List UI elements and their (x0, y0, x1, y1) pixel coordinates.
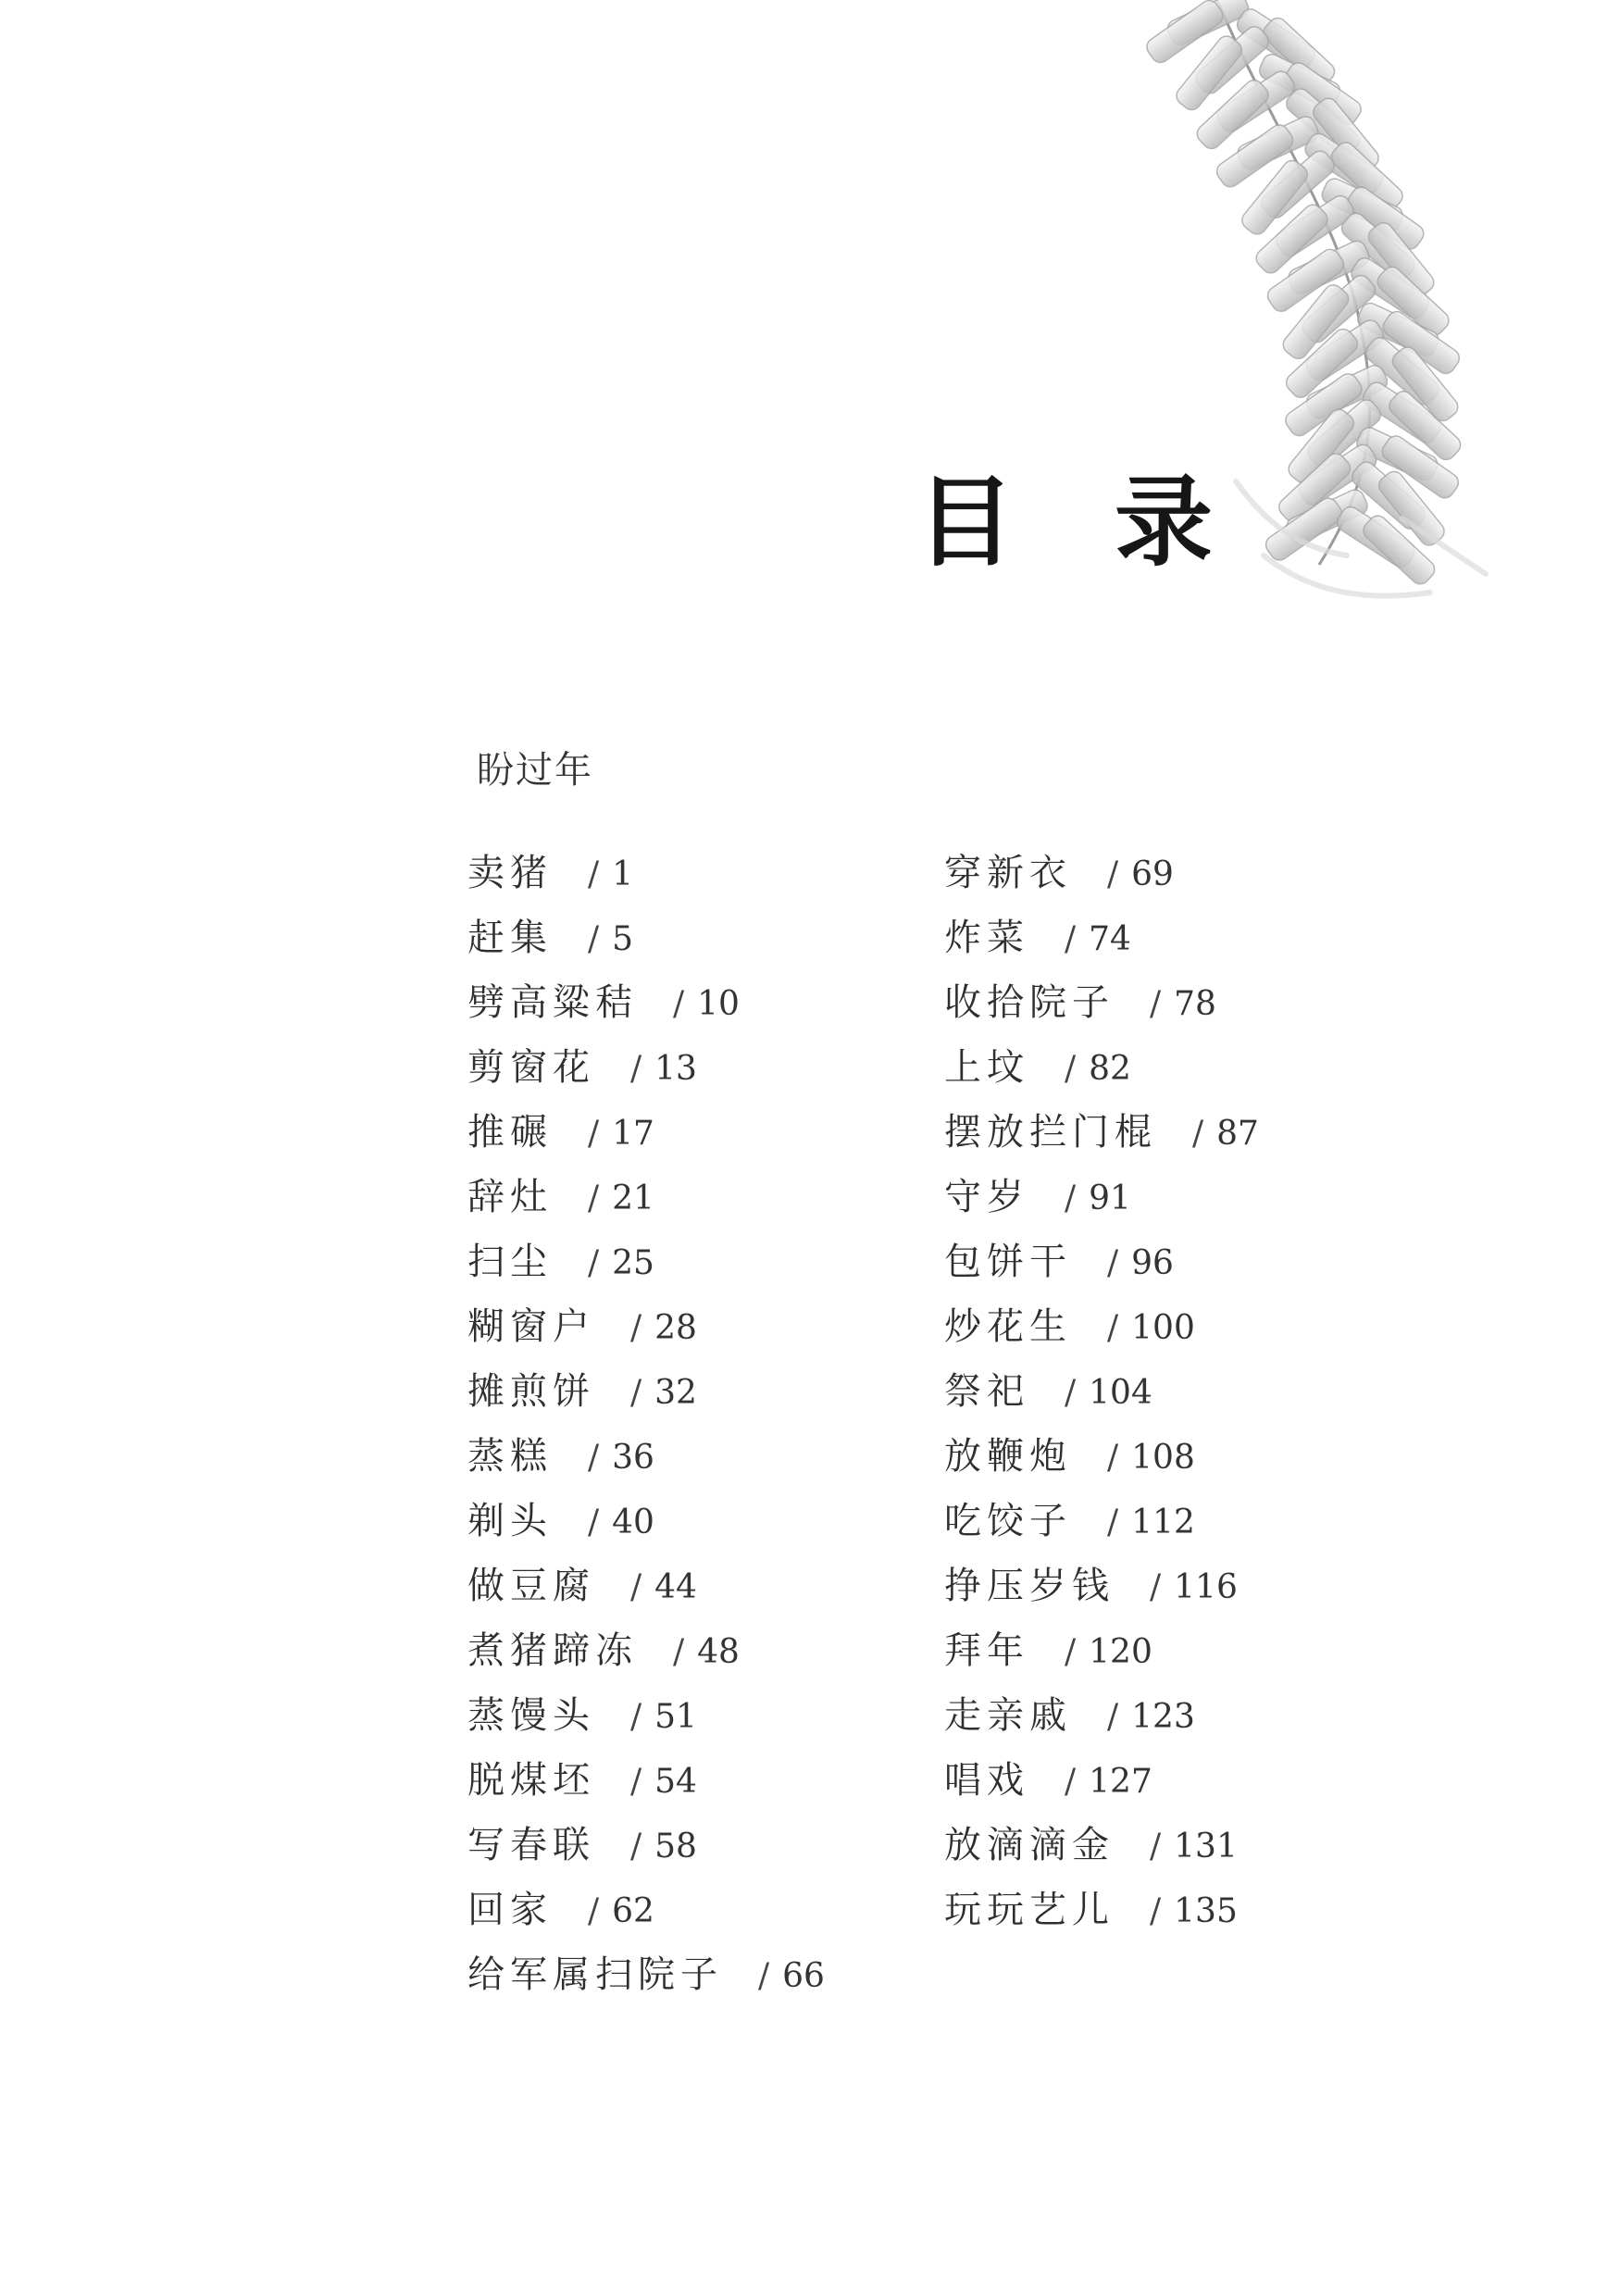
toc-entry (944, 1430, 1259, 1495)
toc-entry-separator: / (1150, 1568, 1162, 1606)
toc-entry-separator: / (630, 1698, 642, 1736)
toc-entry-title: 扫尘 (467, 1241, 553, 1283)
toc-entry (944, 912, 1259, 977)
toc-entry-separator: / (1065, 1179, 1077, 1217)
toc-entry-separator: / (630, 1568, 642, 1606)
toc-entry-title: 走亲戚 (944, 1694, 1072, 1737)
toc-entry (944, 1690, 1259, 1754)
toc-entry-separator: / (1107, 1504, 1119, 1541)
toc-entry (467, 1949, 825, 2014)
toc-entry-title: 推碾 (467, 1111, 553, 1154)
toc-entry-page: 21 (612, 1179, 654, 1217)
toc-entry-page: 32 (654, 1374, 697, 1412)
toc-entry-separator: / (588, 1244, 600, 1282)
toc-entry-title: 挣压岁钱 (944, 1565, 1115, 1607)
toc-entry-page: 112 (1131, 1504, 1195, 1541)
toc-entry-title: 包饼干 (944, 1241, 1072, 1283)
toc-column-right (944, 847, 1259, 1949)
toc-entry (467, 1884, 825, 1949)
section-heading: 盼过年 (477, 749, 593, 792)
toc-entry-title: 拜年 (944, 1629, 1029, 1672)
toc-entry (467, 1819, 825, 1884)
toc-entry-title: 煮猪蹄冻 (467, 1629, 638, 1672)
toc-entry-separator: / (588, 855, 600, 893)
toc-entry-page: 25 (612, 1244, 654, 1282)
toc-entry-page: 120 (1089, 1633, 1152, 1671)
toc-entry-page: 17 (612, 1115, 654, 1153)
toc-entry-page: 74 (1089, 920, 1131, 958)
toc-entry-page: 96 (1131, 1244, 1174, 1282)
toc-entry (467, 1042, 825, 1106)
toc-entry-separator: / (588, 1504, 600, 1541)
toc-entry-page: 40 (612, 1504, 654, 1541)
toc-entry-separator: / (1107, 1244, 1119, 1282)
toc-entry-page: 135 (1174, 1892, 1238, 1930)
toc-entry-title: 守岁 (944, 1176, 1029, 1218)
toc-entry-page: 82 (1089, 1050, 1131, 1088)
toc-entry-separator: / (630, 1309, 642, 1347)
toc-entry-separator: / (588, 1892, 600, 1930)
toc-entry-separator: / (588, 920, 600, 958)
toc-entry-title: 收拾院子 (944, 981, 1115, 1024)
toc-entry-title: 脱煤坯 (467, 1759, 595, 1802)
toc-entry-title: 祭祀 (944, 1370, 1029, 1413)
toc-entry-separator: / (1065, 1374, 1077, 1412)
toc-entry-separator: / (1065, 920, 1077, 958)
toc-entry-page: 36 (612, 1439, 654, 1477)
toc-entry-separator: / (630, 1050, 642, 1088)
toc-entry-page: 62 (612, 1892, 654, 1930)
toc-entry-page: 127 (1089, 1763, 1152, 1801)
toc-entry-page: 13 (654, 1050, 697, 1088)
toc-entry (944, 1625, 1259, 1690)
toc-entry-separator: / (1065, 1050, 1077, 1088)
toc-entry (944, 1560, 1259, 1625)
toc-entry-title: 辞灶 (467, 1176, 553, 1218)
toc-entry (944, 1754, 1259, 1819)
toc-entry (467, 1560, 825, 1625)
toc-entry (467, 847, 825, 912)
toc-entry-title: 回家 (467, 1889, 553, 1931)
toc-entry-page: 116 (1174, 1568, 1238, 1606)
toc-entry-title: 做豆腐 (467, 1565, 595, 1607)
toc-entry-title: 炸菜 (944, 917, 1029, 959)
toc-entry-separator: / (1150, 985, 1162, 1023)
toc-entry (944, 977, 1259, 1042)
toc-entry (944, 1884, 1259, 1949)
toc-entry-page: 104 (1089, 1374, 1152, 1412)
toc-entry-page: 44 (654, 1568, 697, 1606)
toc-entry (944, 1301, 1259, 1366)
toc-entry (467, 977, 825, 1042)
toc-entry-page: 69 (1131, 855, 1174, 893)
toc-entry-page: 100 (1131, 1309, 1195, 1347)
toc-entry (944, 1236, 1259, 1301)
toc-entry-title: 给军属扫院子 (467, 1953, 723, 1996)
toc-entry-title: 写春联 (467, 1824, 595, 1866)
title-char-2: 录 (1115, 466, 1213, 580)
toc-entry-title: 上坟 (944, 1046, 1029, 1089)
toc-entry (467, 1754, 825, 1819)
toc-entry-title: 摆放拦门棍 (944, 1111, 1157, 1154)
toc-entry-title: 劈高粱秸 (467, 981, 638, 1024)
toc-entry-title: 穿新衣 (944, 852, 1072, 894)
toc-entry-page: 54 (654, 1763, 697, 1801)
toc-entry-page: 78 (1174, 985, 1216, 1023)
toc-entry-page: 58 (654, 1828, 697, 1866)
toc-entry-separator: / (1150, 1892, 1162, 1930)
toc-entry-title: 蒸馒头 (467, 1694, 595, 1737)
toc-entry-page: 131 (1174, 1828, 1238, 1866)
toc-entry-title: 卖猪 (467, 852, 553, 894)
toc-entry (944, 1819, 1259, 1884)
toc-entry-page: 123 (1131, 1698, 1195, 1736)
toc-entry-page: 5 (612, 920, 634, 958)
toc-entry-title: 放鞭炮 (944, 1435, 1072, 1478)
toc-entry-page: 91 (1089, 1179, 1131, 1217)
toc-entry-title: 吃饺子 (944, 1500, 1072, 1542)
toc-entry (467, 1106, 825, 1171)
toc-entry-title: 赶集 (467, 917, 553, 959)
toc-entry-title: 唱戏 (944, 1759, 1029, 1802)
toc-entry (467, 912, 825, 977)
toc-entry-separator: / (673, 985, 685, 1023)
toc-entry-separator: / (630, 1828, 642, 1866)
toc-entry-title: 剃头 (467, 1500, 553, 1542)
toc-entry (467, 1301, 825, 1366)
toc-entry-separator: / (1107, 855, 1119, 893)
toc-entry (467, 1690, 825, 1754)
toc-entry (467, 1236, 825, 1301)
toc-entry (467, 1171, 825, 1236)
toc-entry (944, 1106, 1259, 1171)
toc-entry-title: 炒花生 (944, 1305, 1072, 1348)
toc-entry (944, 1171, 1259, 1236)
toc-entry-separator: / (1107, 1439, 1119, 1477)
title-char-1: 目 (916, 466, 1015, 580)
toc-entry-title: 摊煎饼 (467, 1370, 595, 1413)
toc-entry-page: 28 (654, 1309, 697, 1347)
toc-column-left (467, 847, 825, 2014)
toc-entry-title: 放滴滴金 (944, 1824, 1115, 1866)
toc-entry-page: 48 (697, 1633, 740, 1671)
toc-entry-separator: / (1150, 1828, 1162, 1866)
toc-entry-title: 玩玩艺儿 (944, 1889, 1115, 1931)
toc-entry (467, 1430, 825, 1495)
toc-entry-separator: / (758, 1957, 770, 1995)
toc-entry-page: 1 (612, 855, 634, 893)
toc-entry-separator: / (1107, 1309, 1119, 1347)
toc-entry-separator: / (1107, 1698, 1119, 1736)
toc-entry (944, 1366, 1259, 1430)
toc-entry-separator: / (1065, 1763, 1077, 1801)
toc-entry-separator: / (588, 1179, 600, 1217)
toc-entry-page: 108 (1131, 1439, 1195, 1477)
toc-entry (467, 1495, 825, 1560)
toc-entry-separator: / (673, 1633, 685, 1671)
toc-entry-title: 剪窗花 (467, 1046, 595, 1089)
toc-entry-page: 10 (697, 985, 740, 1023)
toc-entry (944, 1495, 1259, 1560)
toc-entry-page: 51 (654, 1698, 697, 1736)
page-title (916, 463, 1213, 583)
toc-entry-title: 蒸糕 (467, 1435, 553, 1478)
toc-entry-title: 糊窗户 (467, 1305, 595, 1348)
toc-entry-separator: / (1065, 1633, 1077, 1671)
toc-entry-page: 87 (1216, 1115, 1259, 1153)
toc-entry-separator: / (630, 1374, 642, 1412)
toc-entry (944, 847, 1259, 912)
toc-entry (467, 1366, 825, 1430)
toc-entry-separator: / (588, 1439, 600, 1477)
toc-entry-page: 66 (782, 1957, 825, 1995)
toc-entry-separator: / (588, 1115, 600, 1153)
toc-entry-separator: / (1192, 1115, 1204, 1153)
toc-entry (467, 1625, 825, 1690)
toc-entry (944, 1042, 1259, 1106)
toc-entry-separator: / (630, 1763, 642, 1801)
